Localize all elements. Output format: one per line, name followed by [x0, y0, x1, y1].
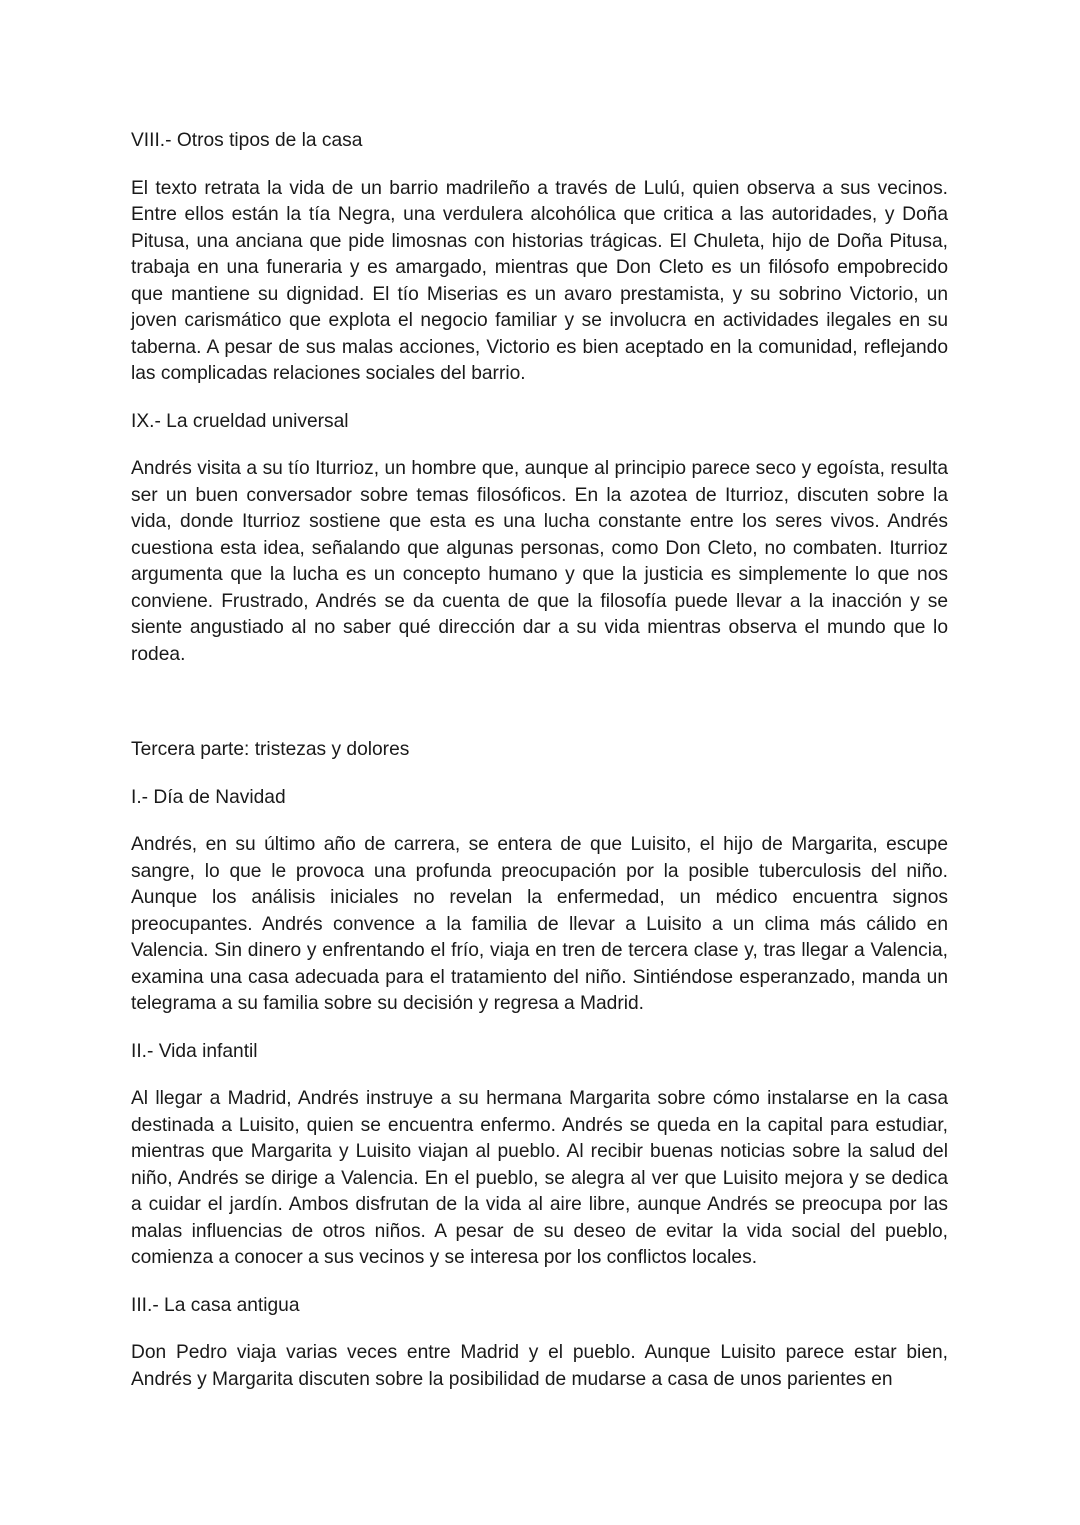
section-body-i: Andrés, en su último año de carrera, se entera de que Luisito, el hijo de Margarita, escupe sangre, lo que le provoca una profunda preocupación por la posible tuberculosis del niño. Aunque los análisis iniciales no revelan la enfermedad, un médico encuentra signos preocupantes. Andrés convence a la familia de llevar a Luisito a un clima más cálido en Valencia. Sin dinero y enfrentando el frío, viaja en tren de tercera clase y, tras llegar a Valencia, examina una casa adecuada para el tratamiento del niño. Sintiéndose esperanzado, manda un telegrama a su familia sobre su decisión y regresa a Madrid. — [131, 834, 948, 1014]
spacer — [131, 689, 948, 737]
section-body-iii: Don Pedro viaja varias veces entre Madrid y el pueblo. Aunque Luisito parece estar bien, Andrés y Margarita discuten sobre la posibilidad de mudarse a casa de unos parientes en — [131, 1342, 948, 1390]
section-heading-iii: III.- La casa antigua — [131, 1294, 300, 1316]
section-heading-i: I.- Día de Navidad — [131, 786, 286, 808]
part-title: Tercera parte: tristezas y dolores — [131, 739, 410, 760]
section-heading-ii: II.- Vida infantil — [131, 1040, 258, 1062]
section-heading-ix: IX.- La crueldad universal — [131, 410, 349, 432]
section-body-viii: El texto retrata la vida de un barrio madrileño a través de Lulú, quien observa a sus vecinos. Entre ellos están la tía Negra, una verdulera alcohólica que critica a las autoridades, y Doña Pitusa, una anciana que pide limosnas con historias trágicas. El Chuleta, hijo de Doña Pitusa, trabaja en una funeraria y es amargado, mientras que Don Cleto es un filósofo empobrecido que mantiene su dignidad. El tío Miserias es un avaro prestamista, y su sobrino Victorio, un joven carismático que explota el negocio familiar y se involucra en actividades ilegales en su taberna. A pesar de sus malas acciones, Victorio es bien aceptado en la comunidad, reflejando las complicadas relaciones sociales del barrio. — [131, 177, 948, 384]
section-body-ix: Andrés visita a su tío Iturrioz, un hombre que, aunque al principio parece seco y egoísta, resulta ser un buen conversador sobre temas filosóficos. En la azotea de Iturrioz, discuten sobre la vida, donde Iturrioz sostiene que esta es una lucha constante entre los seres vivos. Andrés cuestiona esta idea, señalando que algunas personas, como Don Cleto, no combaten. Iturrioz argumenta que la lucha es un concepto humano y que la justicia es simplemente lo que nos conviene. Frustrado, Andrés se da cuenta de que la filosofía puede llevar a la inacción y se siente angustiado al no saber qué dirección dar a su vida mientras observa el mundo que lo rodea. — [131, 458, 948, 665]
section-body-ii: Al llegar a Madrid, Andrés instruye a su hermana Margarita sobre cómo instalarse en la casa destinada a Luisito, quien se encuentra enfermo. Andrés se queda en la capital para estudiar, mientras que Margarita y Luisito viajan al pueblo. Al recibir buenas noticias sobre la salud del niño, Andrés se dirige a Valencia. En el pueblo, se alegra al ver que Luisito mejora y se dedica a cuidar el jardín. Ambos disfrutan de la vida al aire libre, aunque Andrés se preocupa por las malas influencias de otros niños. A pesar de su deseo de evitar la vida social del pueblo, comienza a conocer a sus vecinos y se interesa por los conflictos locales. — [131, 1088, 948, 1268]
section-heading-viii: VIII.- Otros tipos de la casa — [131, 130, 363, 151]
document-page — [131, 128, 948, 1414]
